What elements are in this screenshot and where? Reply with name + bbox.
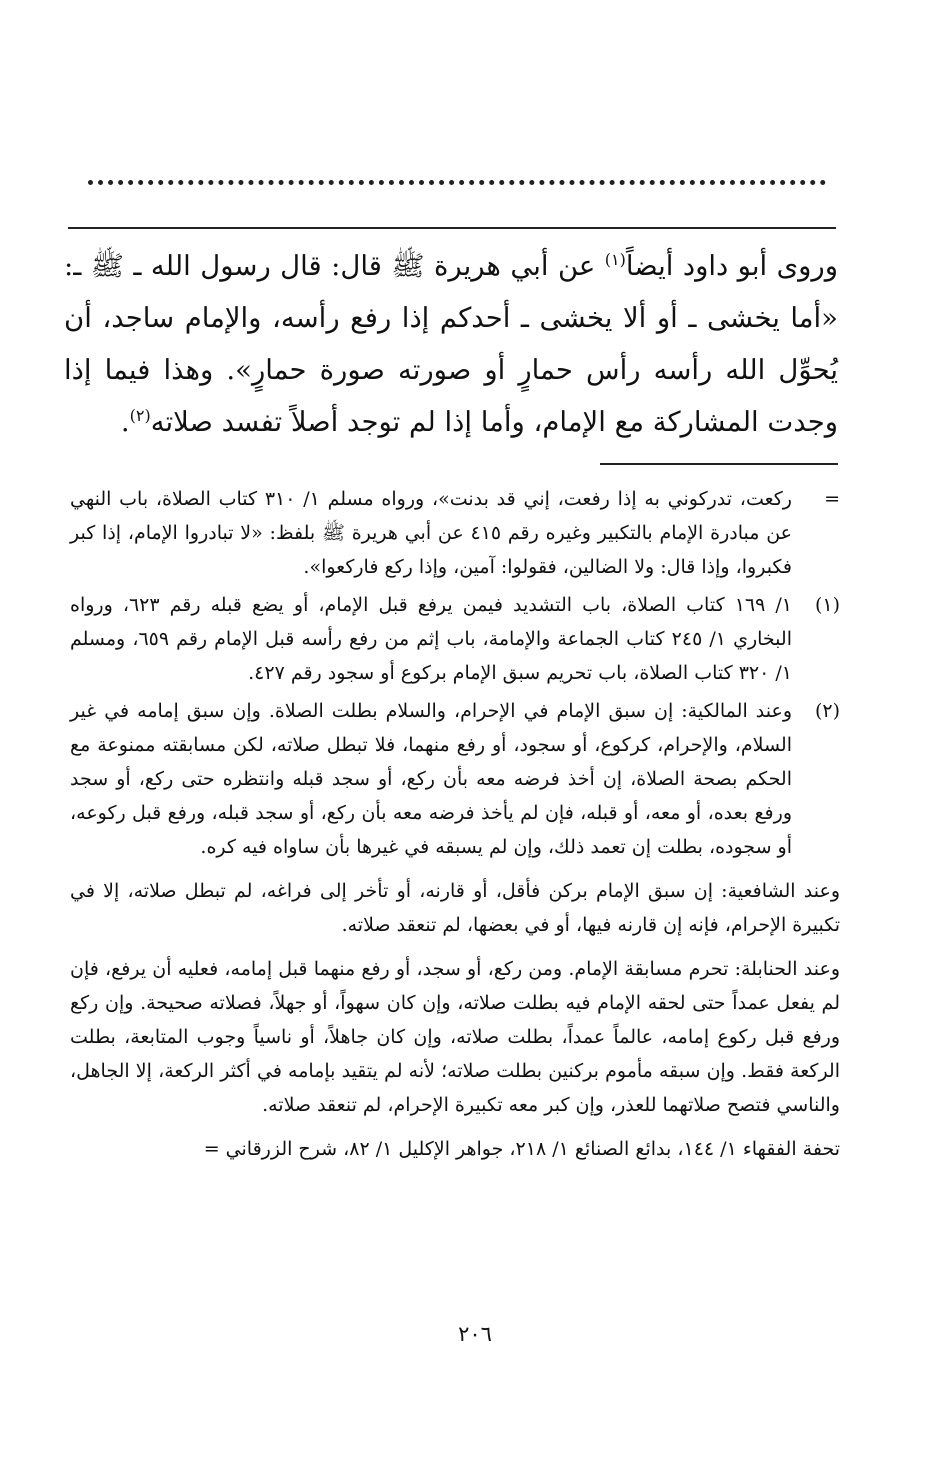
main-paragraph (64, 240, 838, 448)
main-text-part-2: عن أبي هريرة ﷺ قال: قال رسول الله ـ ﷺ ـ: «أما يخشى ـ أو ألا يخشى ـ أحدكم إذا رفع رأسه، والإمام ساجد، أن يُحوِّل الله رأسه رأس حمارٍ أو صورته صورة حمارٍ». وهذا فيما إذا وجدت المشاركة مع الإمام، وأما إذا لم توجد أصلاً تفسد صلاته (64, 250, 838, 438)
footnote-ref-2: (٢) (129, 405, 151, 425)
footnote-continuation-text: ركعت، تدركوني به إذا رفعت، إني قد بدنت»، ورواه مسلم ١/ ٣١٠ كتاب الصلاة، باب النهي عن مبادرة الإمام بالتكبير وغيره رقم ٤١٥ عن أبي هريرة ﷺ بلفظ: «لا تبادروا الإمام، إذا كبر فكبروا، وإذا قال: ولا الضالين، فقولوا: آمين، وإذا ركع فاركعوا». (70, 488, 793, 578)
dotted-separator (88, 180, 826, 185)
footnote-rule (600, 463, 838, 465)
footnote-2-sources: تحفة الفقهاء ١/ ١٤٤، بدائع الصنائع ١/ ٢١٨، جواهر الإكليل ١/ ٨٢، شرح الزرقاني = (203, 1138, 840, 1160)
footnote-1-text: ١/ ١٦٩ كتاب الصلاة، باب التشديد فيمن يرفع قبل الإمام، أو يضع قبله رقم ٦٢٣، ورواه البخاري ١/ ٢٤٥ كتاب الجماعة والإمامة، باب إثم من رفع رأسه قبل الإمام رقم ٦٥٩، ومسلم ١/ ٣٢٠ كتاب الصلاة، باب تحريم سبق الإمام بركوع أو سجود رقم ٤٢٧. (70, 594, 792, 684)
footnote-1-mark: (١) (814, 594, 840, 616)
main-text-part-3: . (120, 406, 130, 438)
footnote-2-hanbali: وعند الحنابلة: تحرم مسابقة الإمام. ومن ركع، أو سجد، أو رفع منهما قبل إمامه، فعليه أن يرفع، فإن لم يفعل عمداً حتى لحقه الإمام فيه بطلت صلاته، وإن كان سهواً، أو جهلاً، فصلاته صحيحة. وإن ركع ورفع قبل ركوع إمامه، عالماً عمداً، بطلت صلاته، وإن كان جاهلاً، أو ناسياً وجوب المتابعة، بطلت الركعة فقط. وإن سبقه مأموم بركنين بطلت صلاته؛ لأنه لم يتقيد بإمامه في أكثر الركعة، إلا الجاهل، والناسي فتصح صلاتهما للعذر، وإن كبر معه تكبيرة الإحرام، لم تنعقد صلاته. (70, 958, 840, 1116)
footnote-continuation-mark: = (824, 488, 840, 510)
footnote-2 (70, 694, 840, 864)
main-text-part-1: وروى أبو داود أيضاً (625, 250, 838, 282)
footnote-1 (70, 588, 840, 690)
footnote-2-mark: (٢) (814, 700, 840, 722)
footnotes (70, 482, 840, 1166)
footnote-ref-1: (١) (604, 249, 626, 269)
page-number: ٢٠٦ (458, 1322, 492, 1346)
footnote-2-maliki: وعند المالكية: إن سبق الإمام في الإحرام، والسلام بطلت الصلاة. وإن سبق إمامه في غير السلام، والإحرام، كركوع، أو سجود، أو رفع منهما، فلا تبطل صلاته، لكن مسابقته ممنوعة مع الحكم بصحة الصلاة، إن أخذ فرضه معه بأن ركع، أو سجد قبله وانتظره حتى ركع، أو سجد ورفع بعده، أو معه، أو قبله، فإن لم يأخذ فرضه معه بأن ركع، أو سجد قبله، ورفع قبل ركوعه، أو سجوده، بطلت إن تعمد ذلك، وإن لم يسبقه في غيرها بأن ساواه فيه كره. (70, 700, 792, 858)
footnote-continuation (70, 482, 840, 584)
top-rule (68, 227, 836, 229)
footnote-2-shafii: وعند الشافعية: إن سبق الإمام بركن فأقل، أو قارنه، أو تأخر إلى فراغه، لم تبطل صلاته، إلا في تكبيرة الإحرام، فإنه إن قارنه فيها، أو في بعضها، لم تنعقد صلاته. (70, 880, 840, 936)
